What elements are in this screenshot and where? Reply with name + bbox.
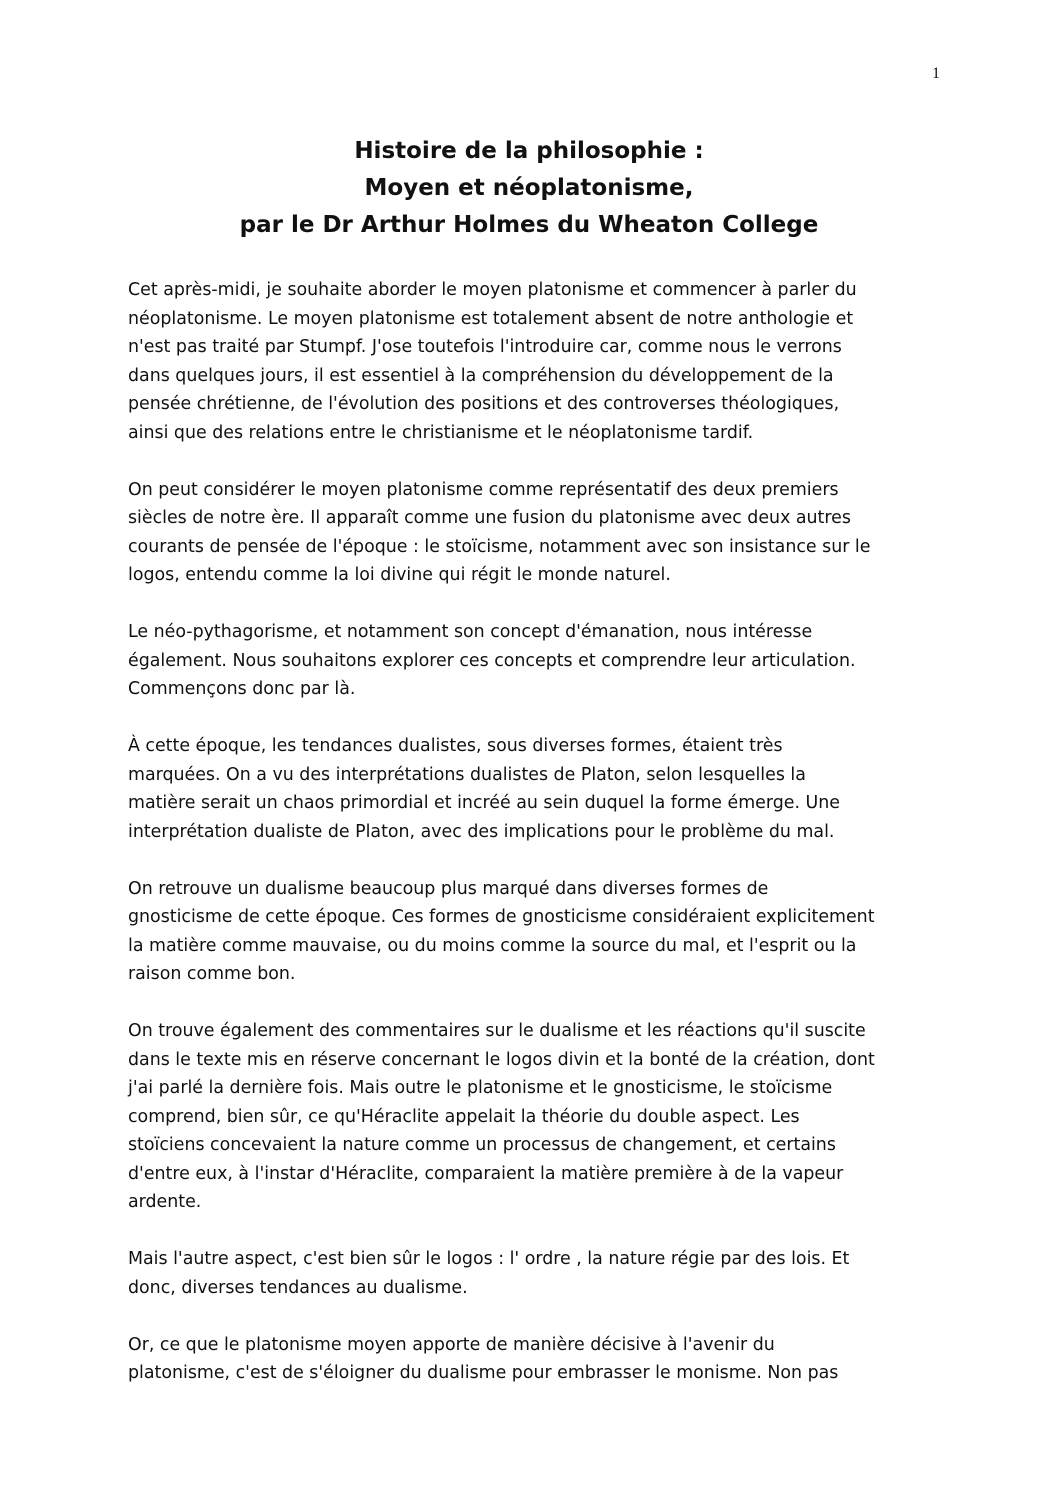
paragraph-8: [128, 1331, 940, 1388]
text-line: siècles de notre ère. Il apparaît comme une fusion du platonisme avec deux autres: [128, 508, 851, 528]
text-line: néoplatonisme. Le moyen platonisme est totalement absent de notre anthologie et: [128, 308, 854, 329]
text-line: Le néo-pythagorisme, et notamment son concept d'émanation, nous intéresse: [128, 622, 813, 642]
text-line: ardente.: [128, 1192, 202, 1212]
title-line: Moyen et néoplatonisme,: [364, 175, 694, 201]
text-line: dans quelques jours, il est essentiel à la compréhension du développement de la: [128, 365, 834, 386]
text-line: marquées. On a vu des interprétations dualistes de Platon, selon lesquelles la: [128, 764, 806, 785]
text-line: comprend, bien sûr, ce qu'Héraclite appelait la théorie du double aspect. Les: [128, 1106, 800, 1127]
text-line: Mais l'autre aspect, c'est bien sûr le logos : l' ordre , la nature régie par des lois. Et: [128, 1249, 850, 1269]
paragraph-1: [128, 276, 940, 447]
text-line: dans le texte mis en réserve concernant le logos divin et la bonté de la création, dont: [128, 1049, 875, 1070]
paragraph-7: [128, 1245, 940, 1302]
title-line: par le Dr Arthur Holmes du Wheaton College: [239, 212, 819, 238]
text-line: raison comme bon.: [128, 964, 296, 984]
text-line: On trouve également des commentaires sur le dualisme et les réactions qu'il suscite: [128, 1021, 866, 1041]
text-line: la matière comme mauvaise, ou du moins comme la source du mal, et l'esprit ou la: [128, 935, 857, 956]
text-line: Commençons donc par là.: [128, 679, 356, 699]
text-line: d'entre eux, à l'instar d'Héraclite, comparaient la matière première à de la vapeur: [128, 1163, 844, 1184]
paragraph-5: [128, 875, 940, 989]
text-line: logos, entendu comme la loi divine qui régit le monde naturel.: [128, 565, 671, 585]
text-line: On retrouve un dualisme beaucoup plus marqué dans diverses formes de: [128, 878, 769, 899]
text-line: ainsi que des relations entre le christianisme et le néoplatonisme tardif.: [128, 422, 754, 443]
text-line: interprétation dualiste de Platon, avec des implications pour le problème du mal.: [128, 821, 835, 842]
title-line: Histoire de la philosophie :: [354, 138, 704, 164]
document-body: [128, 276, 940, 1416]
text-line: stoïciens concevaient la nature comme un processus de changement, et certains: [128, 1135, 836, 1155]
text-line: On peut considérer le moyen platonisme comme représentatif des deux premiers: [128, 479, 839, 500]
text-line: matière serait un chaos primordial et incréé au sein duquel la forme émerge. Une: [128, 793, 840, 813]
text-line: j'ai parlé la dernière fois. Mais outre le platonisme et le gnosticisme, le stoïcisme: [128, 1078, 833, 1098]
text-line: courants de pensée de l'époque : le stoïcisme, notamment avec son insistance sur le: [128, 536, 871, 557]
paragraph-4: [128, 732, 940, 846]
text-line: Cet après-midi, je souhaite aborder le moyen platonisme et commencer à parler du: [128, 280, 857, 300]
text-line: Or, ce que le platonisme moyen apporte de manière décisive à l'avenir du: [128, 1334, 775, 1355]
document-title: [100, 133, 958, 244]
page-number: 1: [932, 65, 940, 82]
text-line: À cette époque, les tendances dualistes, sous diverses formes, étaient très: [128, 736, 783, 756]
text-line: pensée chrétienne, de l'évolution des positions et des controverses théologiques,: [128, 394, 840, 414]
text-line: donc, diverses tendances au dualisme.: [128, 1277, 468, 1298]
text-line: également. Nous souhaitons explorer ces concepts et comprendre leur articulation.: [128, 650, 856, 671]
text-line: platonisme, c'est de s'éloigner du dualisme pour embrasser le monisme. Non pas: [128, 1363, 839, 1383]
text-line: n'est pas traité par Stumpf. J'ose toutefois l'introduire car, comme nous le verrons: [128, 337, 842, 357]
paragraph-6: [128, 1017, 940, 1217]
text-line: gnosticisme de cette époque. Ces formes de gnosticisme considéraient explicitement: [128, 907, 875, 927]
paragraph-3: [128, 618, 940, 704]
paragraph-2: [128, 476, 940, 590]
